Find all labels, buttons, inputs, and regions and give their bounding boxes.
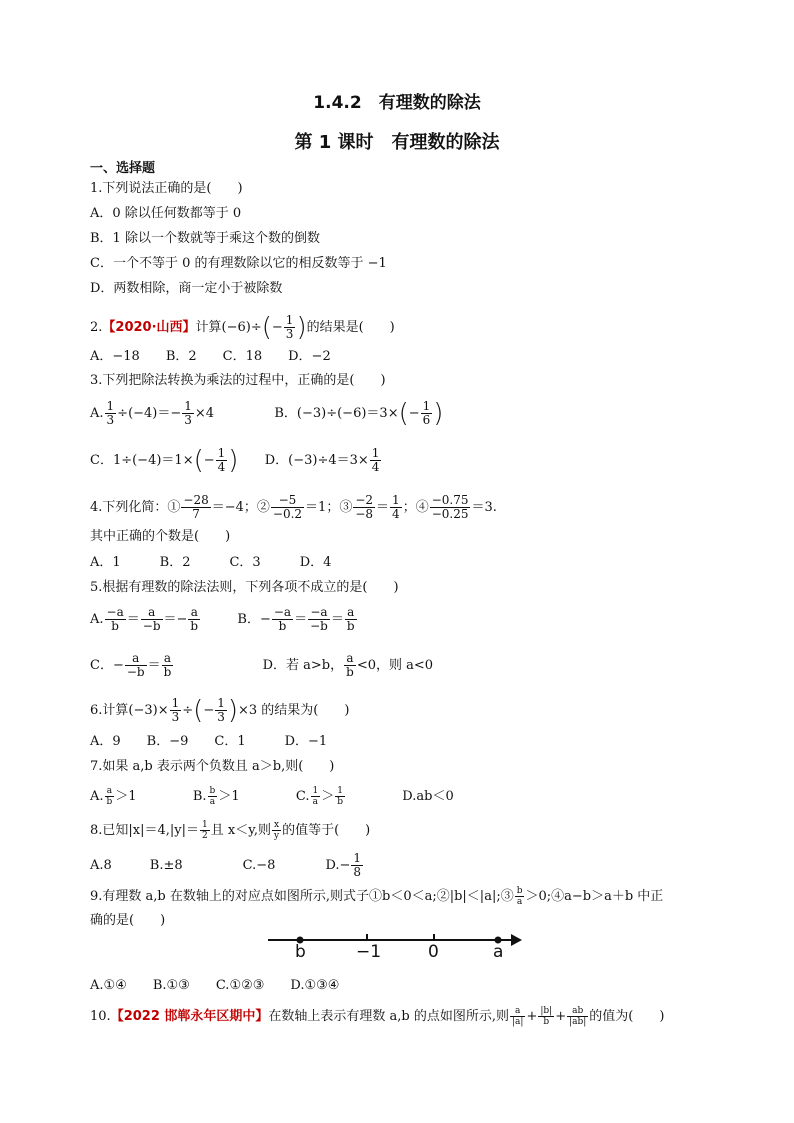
fraction: $\frac{a}{b}$ (346, 605, 355, 633)
section-heading: 一、选择题 (90, 161, 156, 176)
axis-label-a: a (493, 942, 504, 962)
q3-d-label: D．(−3)÷4＝3× (264, 453, 369, 468)
q9-options: A.①④ B.①③ C.①②③ D.①③④ (90, 978, 340, 993)
q7-c-gt: ＞ (321, 789, 335, 804)
q6-pre: 6.计算(−3)× (90, 703, 169, 718)
q7-d-label: D.ab＜0 (402, 789, 454, 804)
fraction-x-y: $\frac{x}{y}$ (273, 820, 280, 841)
fraction: $\frac{a}{-b}$ (142, 605, 161, 633)
q8-option-d: D.− (325, 858, 351, 873)
q5-d-mid: <0，则 a<0 (356, 658, 434, 673)
lesson-subtitle: 第 1 课时 有理数的除法 (294, 132, 500, 153)
plus-sign: + (555, 1009, 567, 1024)
fraction: $\frac{-a}{-b}$ (310, 605, 328, 633)
fraction-1-4: $\frac{1}{4}$ (371, 446, 380, 474)
minus-sign: − (203, 453, 215, 468)
fraction-1-2: $\frac{1}{2}$ (202, 820, 208, 841)
q5-stem: 5.根据有理数的除法法则，下列各项不成立的是( ) (90, 580, 399, 595)
q2-options: A．−18 B．2 C．18 D．−2 (90, 349, 331, 364)
q9-stem (90, 886, 663, 907)
q4-stem (90, 494, 497, 521)
q10-number: 10. (90, 1009, 111, 1024)
q3-b-label: B．(−3)÷(−6)＝3× (274, 406, 399, 421)
fraction: $\frac{ab}{|ab|}$ (569, 1006, 587, 1027)
q8-pre: 8.已知|x|＝4,|y|＝ (90, 823, 200, 838)
right-paren: ) (296, 312, 307, 343)
right-paren: ) (227, 695, 239, 726)
q8-options (90, 852, 364, 879)
lesson-title: 1.4.2 有理数的除法 (313, 93, 481, 113)
q7-options (90, 786, 454, 807)
number-line-svg (268, 928, 528, 968)
q10-pre: 在数轴上表示有理数 a,b 的点如图所示,则 (268, 1009, 510, 1024)
q10-source-tag: 【2022 邯郸永年区期中】 (110, 1009, 269, 1024)
right-paren: ) (433, 398, 444, 429)
fraction: $\frac{a}{-b}$ (126, 651, 145, 679)
q2-pre: 计算(−6)÷ (195, 320, 262, 335)
q4-pre: 4.下列化简：① (90, 500, 181, 515)
axis-label-minus-one: −1 (356, 942, 382, 962)
q5-b-label: B． (237, 612, 260, 627)
q4-r2: ＝1；③ (305, 500, 353, 515)
fraction-1-6: $\frac{1}{6}$ (422, 399, 431, 427)
q4-r4: ＝3. (471, 500, 497, 515)
q3-c-label: C．1÷(−4)＝1× (90, 453, 194, 468)
q7-a-gt: ＞1 (115, 789, 137, 804)
q7-a-label: A. (90, 789, 104, 804)
q2-source-tag: 【2020·山西】 (102, 320, 196, 335)
q6-options: A．9 B．−9 C．1 D．−1 (90, 734, 328, 749)
q3-a-mid: ÷(−4)＝− (117, 406, 182, 421)
fraction-1-3: $\frac{1}{3}$ (171, 696, 180, 724)
fraction-1-3: $\frac{1}{3}$ (184, 399, 192, 427)
q3-a-end: ×4 (194, 406, 215, 421)
q8-stem (90, 820, 370, 841)
fraction: $\frac{-5}{-0.2}$ (272, 493, 303, 521)
q5-options-ab (90, 606, 358, 633)
q6-stem (90, 697, 349, 724)
q9-line2: 确的是( ) (90, 913, 166, 928)
q4-r3: ；④ (402, 500, 429, 515)
left-paren: ( (261, 312, 272, 343)
equals: ＝ (330, 612, 344, 627)
fraction: $\frac{-28}{7}$ (183, 493, 209, 521)
fraction-1-8: $\frac{1}{8}$ (353, 851, 362, 879)
minus-sign: − (408, 406, 420, 421)
equals: ＝ (294, 612, 308, 627)
q8-option-a: A.8 (90, 858, 112, 873)
axis-label-zero: 0 (428, 942, 439, 962)
q5-d-label: D．若 a>b， (262, 658, 344, 673)
q1-option-c: C．一个不等于 0 的有理数除以它的相反数等于 −1 (90, 256, 387, 271)
q7-b-label: B. (192, 789, 207, 804)
q3-options-ab (90, 400, 443, 427)
fraction: $\frac{-0.75}{-0.25}$ (431, 493, 469, 521)
q8-option-c: C.−8 (242, 858, 276, 873)
q3-a-label: A. (90, 406, 104, 421)
fraction-1-3: $\frac{1}{3}$ (106, 399, 115, 427)
equals: ＝ (126, 612, 140, 627)
q7-c-label: C. (295, 789, 310, 804)
minus-sign: − (259, 612, 271, 627)
q9-pre: 9.有理数 a,b 在数轴上的对应点如图所示,则式子①b＜0＜a;②|b|＜|a|;③ (90, 889, 514, 904)
q5-options-cd (90, 652, 433, 679)
fraction-one-third: $\frac{1}{3}$ (285, 313, 294, 341)
fraction: $\frac{a}{b}$ (346, 651, 354, 679)
fraction: $\frac{a}{b}$ (163, 651, 172, 679)
q7-stem: 7.如果 a,b 表示两个负数且 a＞b,则( ) (90, 759, 335, 774)
q4-line2: 其中正确的个数是( ) (90, 529, 231, 544)
q4-options: A．1 B．2 C．3 D．4 (90, 555, 332, 570)
left-paren: ( (193, 695, 204, 726)
q1-stem: 1.下列说法正确的是( ) (90, 181, 243, 196)
fraction: $\frac{1}{b}$ (337, 786, 344, 807)
left-paren: ( (193, 445, 204, 476)
fraction: $\frac{1}{4}$ (392, 493, 400, 521)
equals: ＝ (147, 658, 161, 673)
q10-stem (90, 1006, 664, 1027)
left-paren: ( (398, 398, 409, 429)
q10-post: 的值为( ) (589, 1009, 665, 1024)
fraction: $\frac{1}{a}$ (312, 786, 319, 807)
minus-sign: − (203, 703, 215, 718)
fraction: $\frac{a}{b}$ (106, 786, 113, 807)
divide-sign: ÷ (182, 703, 194, 718)
fraction: $\frac{-a}{b}$ (273, 605, 292, 633)
q9-post: ＞0;④a−b＞a＋b 中正 (525, 889, 664, 904)
q2-post: 的结果是( ) (306, 320, 395, 335)
equals: ＝ (376, 500, 390, 515)
q5-a-label: A. (90, 612, 104, 627)
arrow-head (511, 934, 522, 946)
q2-number: 2. (90, 320, 103, 335)
fraction: $\frac{|b|}{b}$ (540, 1006, 553, 1027)
q3-options-cd (90, 447, 382, 474)
q3-stem: 3.下列把除法转换为乘法的过程中，正确的是( ) (90, 373, 386, 388)
q7-b-gt: ＞1 (218, 789, 240, 804)
plus-sign: + (526, 1009, 538, 1024)
q8-option-b: B.±8 (149, 858, 183, 873)
equals-minus: ＝− (163, 612, 188, 627)
minus-sign: − (271, 320, 283, 335)
fraction: $\frac{a}{|a|}$ (512, 1006, 524, 1027)
number-line-figure (268, 928, 528, 968)
fraction: $\frac{a}{b}$ (190, 605, 199, 633)
q1-option-b: B．1 除以一个数就等于乘这个数的倒数 (90, 231, 320, 246)
fraction-1-3: $\frac{1}{3}$ (217, 696, 225, 724)
fraction: $\frac{-a}{b}$ (106, 605, 124, 633)
q1-option-d: D．两数相除，商一定小于被除数 (90, 281, 283, 296)
q1-option-a: A．0 除以任何数都等于 0 (90, 206, 242, 221)
q4-r1: ＝−4；② (211, 500, 270, 515)
right-paren: ) (228, 445, 239, 476)
q5-c-label: C． (90, 658, 113, 673)
q6-post: ×3 的结果为( ) (238, 703, 350, 718)
fraction: $\frac{-2}{-8}$ (355, 493, 374, 521)
axis-label-b: b (295, 942, 306, 962)
fraction-1-4: $\frac{1}{4}$ (217, 446, 226, 474)
fraction-b-a: $\frac{b}{a}$ (516, 886, 523, 907)
q2-stem (90, 314, 395, 341)
fraction: $\frac{b}{a}$ (209, 786, 216, 807)
q8-mid: 且 x＜y,则 (210, 823, 271, 838)
q8-post: 的值等于( ) (282, 823, 371, 838)
minus-sign: − (112, 658, 124, 673)
